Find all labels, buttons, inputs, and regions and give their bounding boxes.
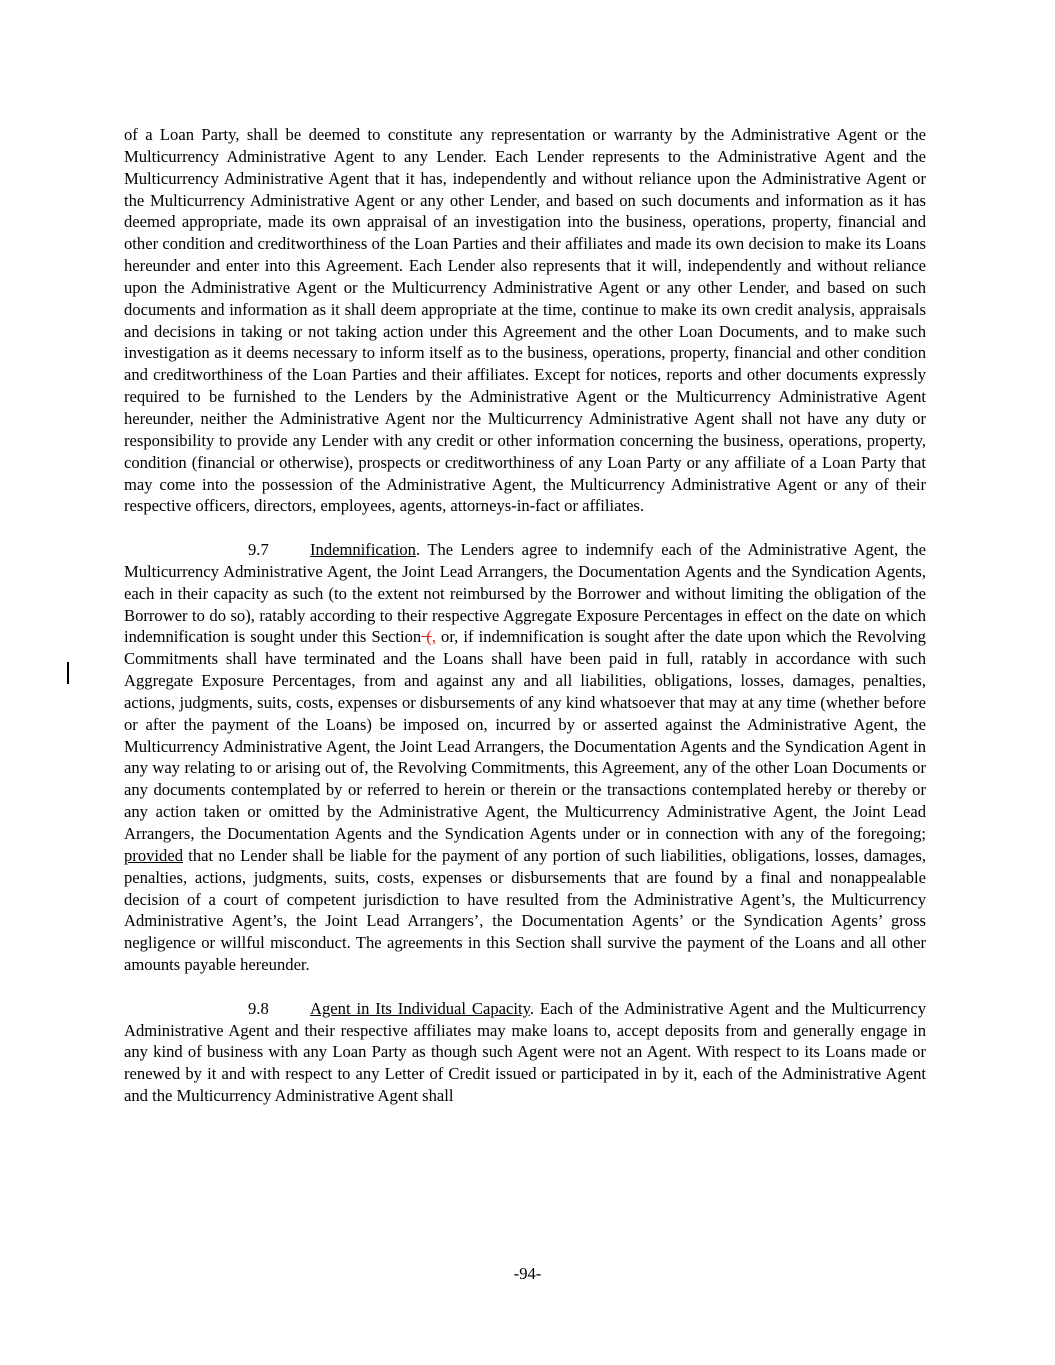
paragraph-continued xyxy=(124,124,926,517)
paragraph-continued-text: of a Loan Party, shall be deemed to constitute any representation or warranty by the Administrative Agent or the Multicurrency Administrative Agent to any Lender. Each Lender represents to the Administrative Agent and the Multicurrency Administrative Agent that it has, independently and without reliance upon the Administrative Agent or the Multicurrency Administrative Agent or any other Lender, and based on such documents and information as it has deemed appropriate, made its own appraisal of an investigation into the business, operations, property, financial and other condition and creditworthiness of the Loan Parties and their affiliates and made its own decision to make its Loans hereunder and enter into this Agreement. Each Lender also represents that it will, independently and without reliance upon the Administrative Agent or the Multicurrency Administrative Agent or any other Lender, and based on such documents and information as it shall deem appropriate at the time, continue to make its own credit analysis, appraisals and decisions in taking or not taking action under this Agreement and the other Loan Documents, and to make such investigation as it deems necessary to inform itself as to the business, operations, property, financial and other condition and creditworthiness of the Loan Parties and their affiliates. Except for notices, reports and other documents expressly required to be furnished to the Lenders by the Administrative Agent or the Multicurrency Administrative Agent hereunder, neither the Administrative Agent nor the Multicurrency Administrative Agent shall not have any duty or responsibility to provide any Lender with any credit or other information concerning the business, operations, property, condition (financial or otherwise), prospects or creditworthiness of any Loan Party or any affiliate of a Loan Party that may come into the possession of the Administrative Agent, the Multicurrency Administrative Agent or any of their respective officers, directors, employees, agents, attorneys-in-fact or affiliates. xyxy=(124,125,926,516)
section-9-7-text-c: that no Lender shall be liable for the payment of any portion of such liabilities, obligations, losses, damages, penalties, actions, judgments, suits, costs, expenses or disbursements that are found by a final and nonappealable decision of a court of competent jurisdiction to have resulted from the Administrative Agent’s, the Multicurrency Administrative Agent’s, the Joint Lead Arrangers’, the Documentation Agents’ or the Syndication Agents’ gross negligence or willful misconduct. The agreements in this Section shall survive the payment of the Loans and all other amounts payable hereunder. xyxy=(124,845,926,975)
proviso-term: provided xyxy=(124,845,183,865)
section-9-8-number: 9.8 xyxy=(248,998,269,1018)
section-9-8-text: . Each of the Administrative Agent and the Multicurrency Administrative Agent and their respective affiliates may make loans to, accept deposits from and generally engage in any kind of business with any Loan Party as though such Agent were not an Agent. With respect to its Loans made or renewed by it and with respect to any Letter of Credit issued or participated in by it, each of the Administrative Agent and the Multicurrency Administrative Agent shall xyxy=(124,998,926,1106)
section-9-7-text-b: or, if indemnification is sought after the date upon which the Revolving Commitments shall have terminated and the Loans shall have been paid in full, ratably in accordance with such Aggregate Exposure Percentages, from and against any and all liabilities, obligations, losses, damages, penalties, actions, judgments, suits, costs, expenses or disbursements of any kind whatsoever that may at any time (whether before or after the payment of the Loans) be imposed on, incurred by or asserted against the Administrative Agent, the Multicurrency Administrative Agent, the Joint Lead Arrangers, the Documentation Agents and the Syndication Agent in any way relating to or arising out of, the Revolving Commitments, this Agreement, any of the other Loan Documents or any documents contemplated by or referred to herein or therein or the transactions contemplated hereby or thereby or any action taken or omitted by the Administrative Agent, the Multicurrency Administrative Agent, the Joint Lead Arrangers, the Documentation Agents and the Syndication Agents under or in connection with any of the foregoing; xyxy=(124,627,926,843)
revision-change-bar xyxy=(67,662,69,684)
section-9-7 xyxy=(124,539,926,976)
section-9-7-text-a: . The Lenders agree to indemnify each of the Administrative Agent, the Multicurrency Administrative Agent, the Joint Lead Arrangers, the Documentation Agents and the Syndication Agents, each in their capacity as such (to the extent not reimbursed by the Borrower and without limiting the obligation of the Borrower to do so), ratably according to their respective Aggregate Exposure Percentages in effect on the date on which indemnification is sought under this Section xyxy=(124,540,926,647)
page-body xyxy=(124,124,926,1107)
revision-deleted-text: ( xyxy=(421,627,432,647)
section-9-8 xyxy=(124,998,926,1107)
revision-inserted-text: , xyxy=(431,627,436,647)
section-9-8-heading: Agent in Its Individual Capacity xyxy=(310,998,530,1018)
section-9-7-number: 9.7 xyxy=(248,540,269,560)
section-9-7-heading: Indemnification xyxy=(310,540,416,560)
page-number: -94- xyxy=(513,1264,542,1283)
